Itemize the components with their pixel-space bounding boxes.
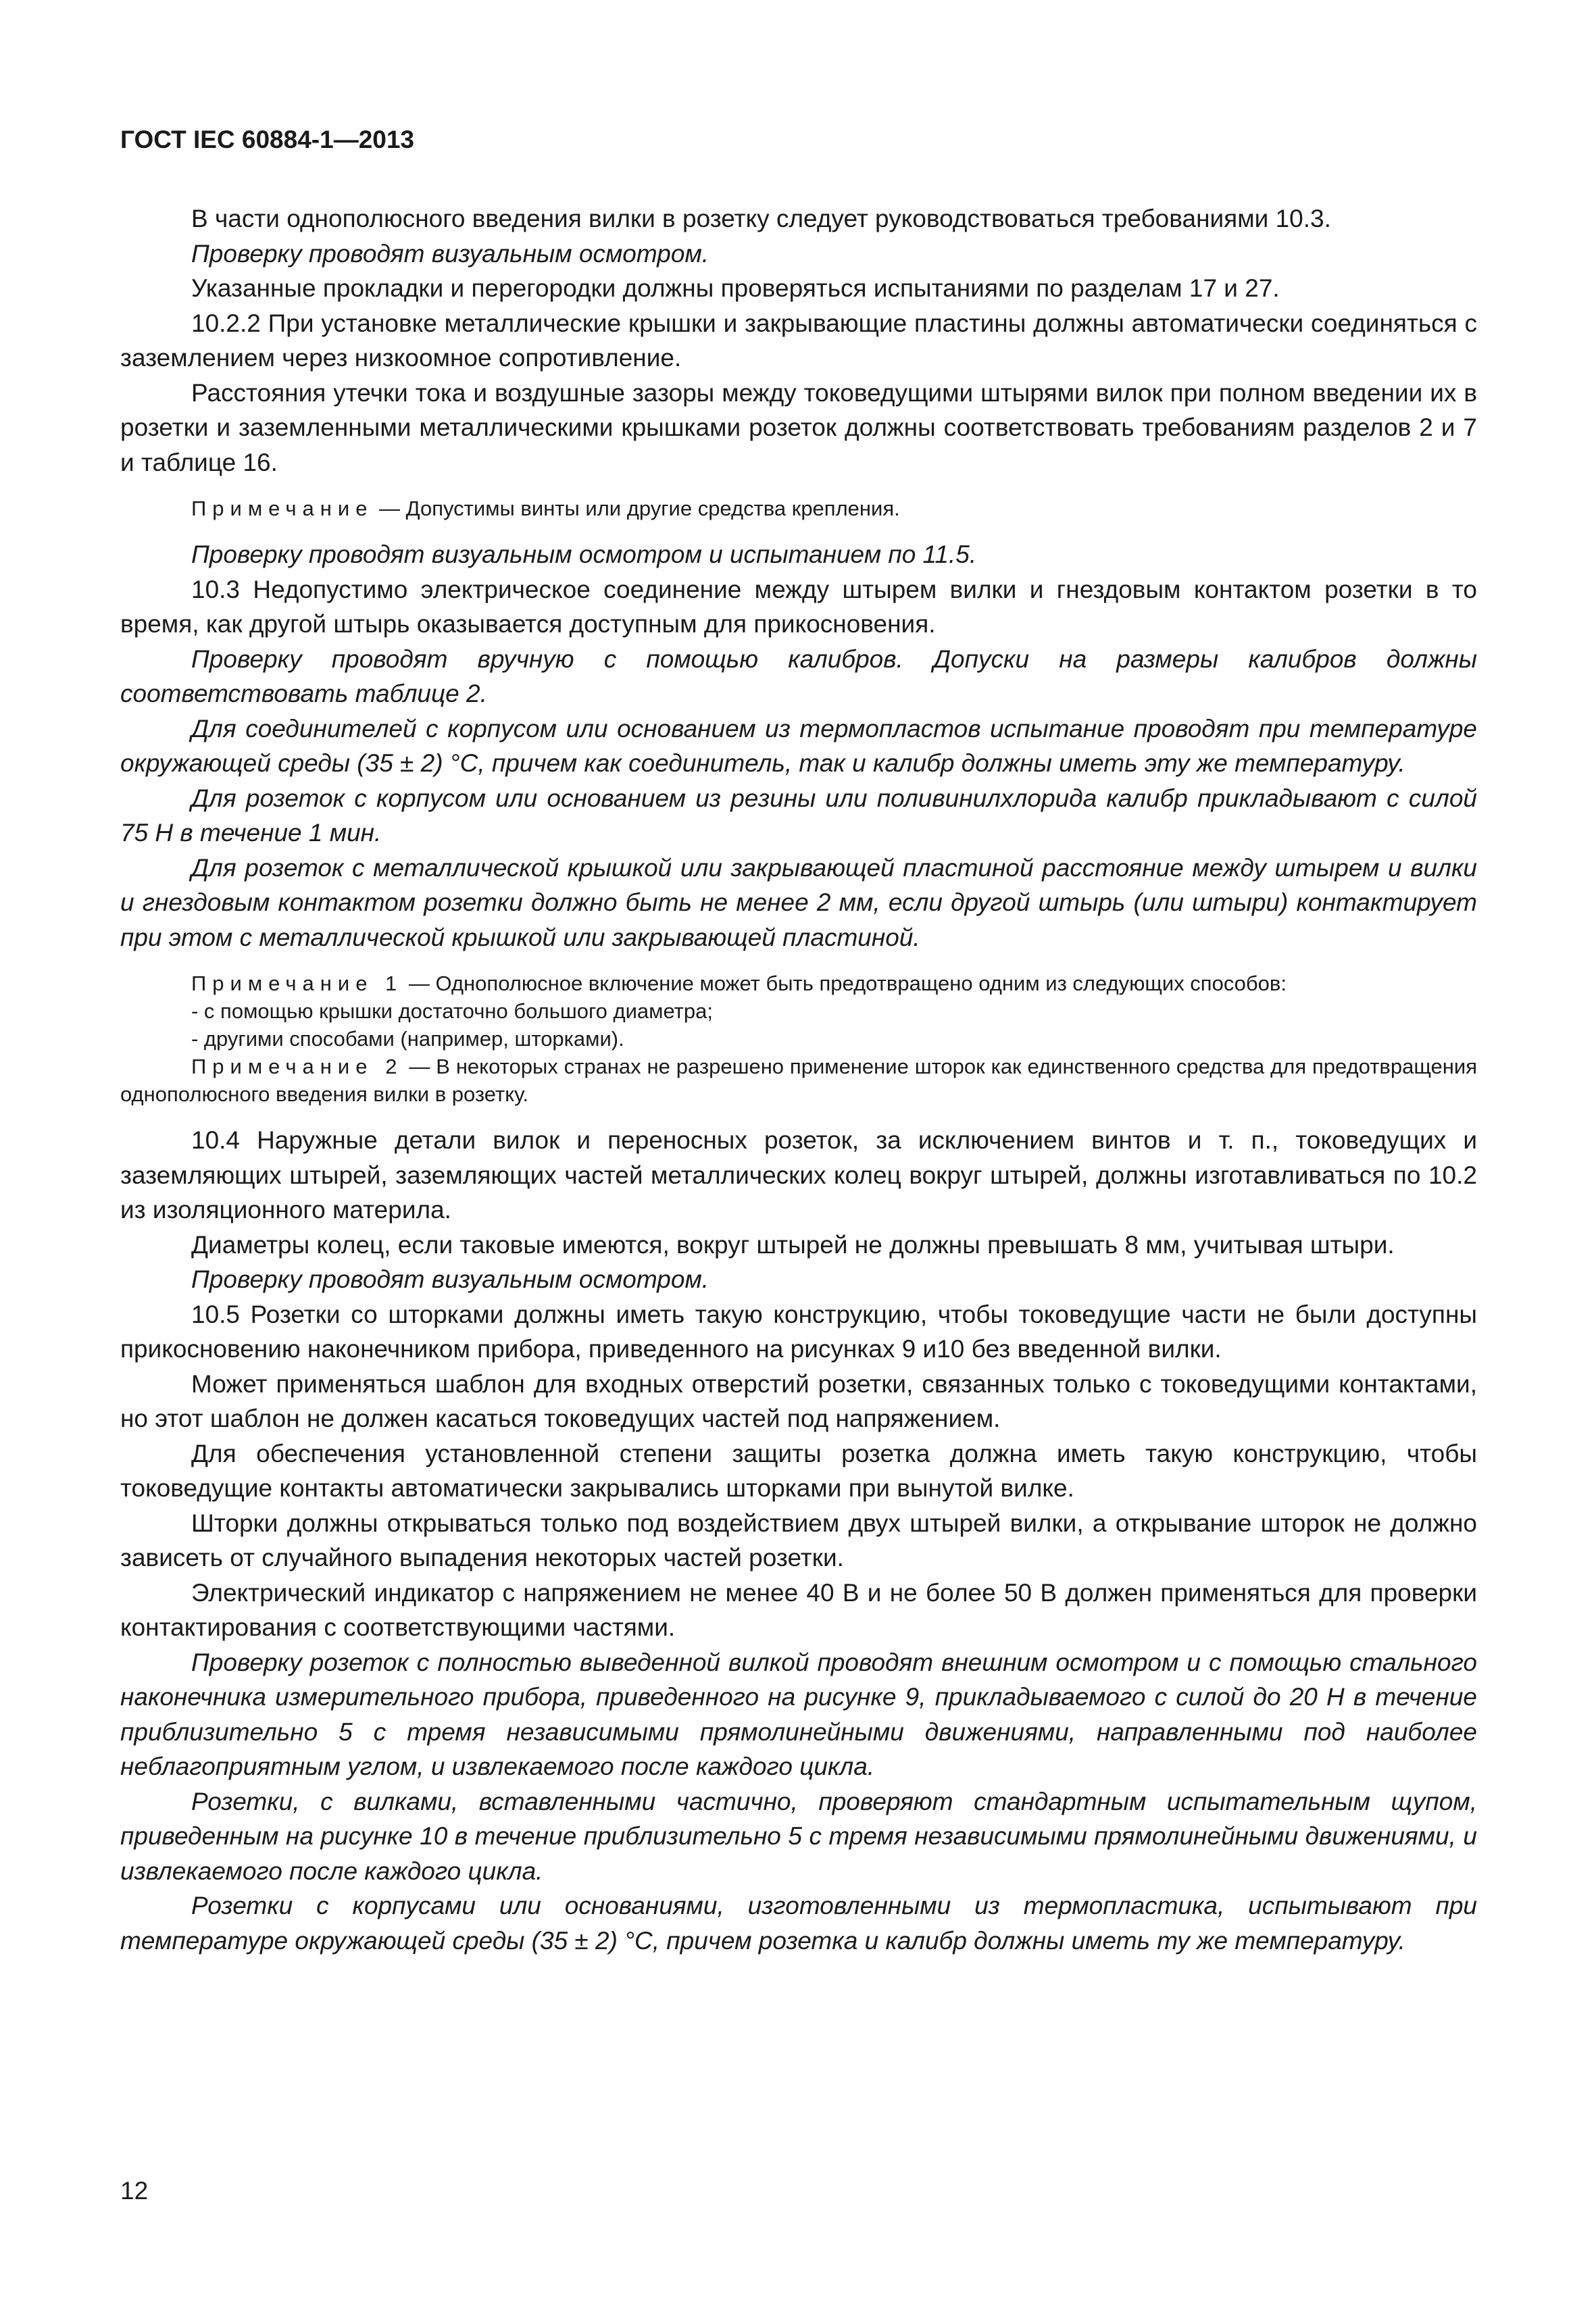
body-paragraph: 10.2.2 При установке металлические крышки и закрывающие пластины должны автоматически соединяться с заземлением через низкоомное сопротивление. [120, 309, 1477, 372]
body-paragraph: 10.5 Розетки со шторками должны иметь такую конструкцию, чтобы токоведущие части не были доступны прикосновению наконечником прибора, приведенного на рисунках 9 и10 без введенной вилки. [120, 1300, 1477, 1363]
note-paragraph [120, 495, 1477, 522]
verification-paragraph: Розетки, с вилками, вставленными частично, проверяют стандартным испытательным щупом, приведенным на рисунке 10 в течение приблизительно 5 с тремя независимыми прямолинейными движениями, и извлекаемого после каждого цикла. [120, 1787, 1477, 1885]
body-paragraph: 10.4 Наружные детали вилок и переносных розеток, за исключением винтов и т. п., токоведущих и заземляющих штырей, заземляющих частей металлических колец вокруг штырей, должны изготавливаться по 10.2 из изоляционного материла. [120, 1126, 1477, 1224]
body-paragraph: В части однополюсного введения вилки в розетку следует руководствоваться требованиями 10.3. [191, 205, 1331, 232]
verification-paragraph: Проверку проводят визуальным осмотром и испытанием по 11.5. [191, 540, 977, 568]
note-paragraph [120, 970, 1477, 997]
note-paragraph [120, 1053, 1477, 1108]
body-paragraph: Может применяться шаблон для входных отверстий розетки, связанных только с токоведущими контактами, но этот шаблон не должен касаться токоведущих частей под напряжением. [120, 1369, 1477, 1432]
verification-paragraph: Проверку проводят визуальным осмотром. [191, 239, 709, 268]
verification-paragraph: Проверку проводят визуальным осмотром. [191, 1265, 709, 1293]
verification-paragraph: Розетки с корпусами или основаниями, изготовленными из термопластика, испытывают при температуре окружающей среды (35 ± 2) °С, причем розетка и калибр должны иметь ту же температуру. [120, 1892, 1477, 1955]
note-text: — Однополюсное включение может быть предотвращено одним из следующих способов: [403, 972, 1287, 995]
document-header-code: ГОСТ IEC 60884-1—2013 [120, 126, 415, 153]
verification-paragraph: Проверку розеток с полностью выведенной вилкой проводят внешним осмотром и с помощью стального наконечника измерительного прибора, приведенного на рисунке 9, прикладываемого с силой до 20 Н в течение приблизительно 5 с тремя независимыми прямолинейными движениями, направленными под наиболее неблагоприятным углом, и извлекаемого после каждого цикла. [120, 1648, 1477, 1780]
note-text: - с помощью крышки достаточно большого диаметра; [191, 999, 713, 1023]
note-text: — В некоторых странах не разрешено применение шторок как единственного средства для предотвращения однополюсного введения вилки в розетку. [120, 1055, 1477, 1106]
body-paragraph: Электрический индикатор с напряжением не менее 40 В и не более 50 В должен применяться для проверки контактирования с соответствующими частями. [120, 1578, 1477, 1641]
note-text: — Допустимы винты или другие средства крепления. [373, 497, 900, 520]
note-label: Примечание 2 [191, 1055, 403, 1078]
body-paragraph: Указанные прокладки и перегородки должны проверяться испытаниями по разделам 17 и 27. [191, 274, 1280, 302]
verification-paragraph: Для розеток с корпусом или основанием из резины или поливинилхлорида калибр прикладывают с силой 75 Н в течение 1 мин. [120, 784, 1477, 847]
page-number: 12 [120, 2177, 149, 2205]
verification-paragraph: Для соединителей с корпусом или основанием из термопластов испытание проводят при температуре окружающей среды (35 ± 2) °С, причем как соединитель, так и калибр должны иметь эту же температуру. [120, 714, 1477, 777]
note-text: - другими способами (например, шторками). [191, 1027, 624, 1051]
document-body [120, 201, 1477, 1958]
verification-paragraph: Для розеток с металлической крышкой или закрывающей пластиной расстояние между штырем и вилки и гнездовым контактом розетки должно быть не менее 2 мм, если другой штырь (или штыри) контактирует при этом с металлической крышкой или закрывающей пластиной. [120, 853, 1477, 951]
body-paragraph: Для обеспечения установленной степени защиты розетка должна иметь такую конструкцию, чтобы токоведущие контакты автоматически закрывались шторками при вынутой вилке. [120, 1439, 1477, 1502]
note-paragraph [120, 1025, 1477, 1053]
note-label: Примечание [191, 497, 374, 520]
note-label: Примечание 1 [191, 972, 403, 995]
note-paragraph [120, 997, 1477, 1025]
body-paragraph: Шторки должны открываться только под воздействием двух штырей вилки, а открывание шторок не должно зависеть от случайного выпадения некоторых частей розетки. [120, 1509, 1477, 1571]
body-paragraph: 10.3 Недопустимо электрическое соединение между штырем вилки и гнездовым контактом розетки в то время, как другой штырь оказывается доступным для прикосновения. [120, 575, 1477, 638]
body-paragraph: Расстояния утечки тока и воздушные зазоры между токоведущими штырями вилок при полном введении их в розетки и заземленными металлическими крышками розеток должны соответствовать требованиям разделов 2 и 7 и таблице 16. [120, 378, 1477, 476]
verification-paragraph: Проверку проводят вручную с помощью калибров. Допуски на размеры калибров должны соответствовать таблице 2. [120, 645, 1477, 707]
body-paragraph: Диаметры колец, если таковые имеются, вокруг штырей не должны превышать 8 мм, учитывая штыри. [191, 1230, 1395, 1259]
